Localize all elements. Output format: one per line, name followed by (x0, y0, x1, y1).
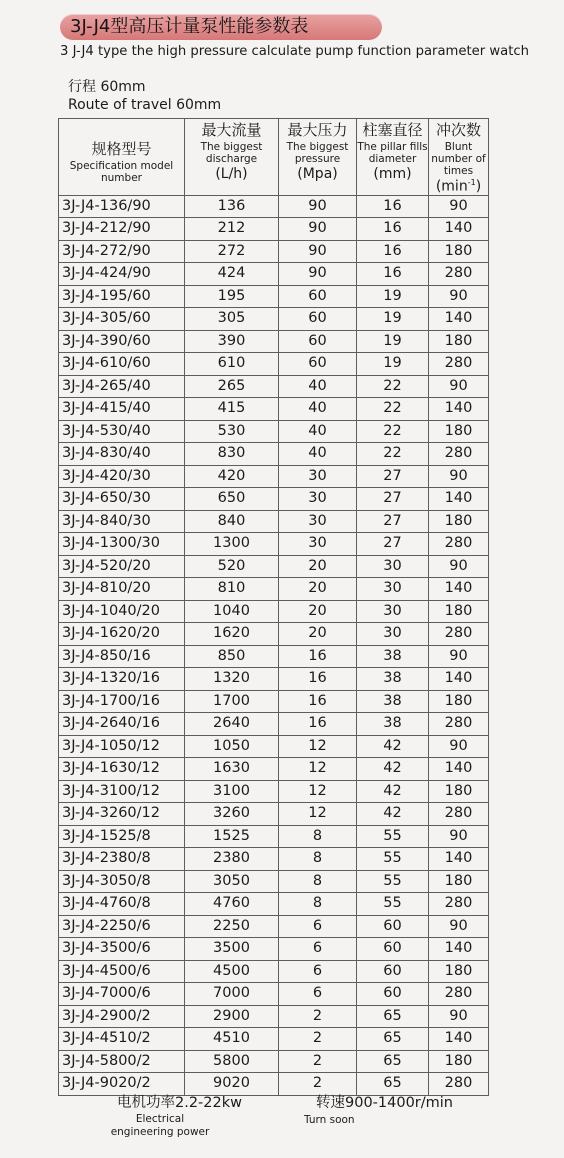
diameter-cell: 42 (357, 803, 429, 826)
model-cell: 3J-J4-2380/8 (59, 848, 185, 871)
table-row (59, 398, 489, 421)
model-cell: 3J-J4-610/60 (59, 353, 185, 376)
motor-power-label-en: Electrical engineering power (110, 1113, 210, 1138)
model-cell: 3J-J4-265/40 (59, 375, 185, 398)
pressure-cell: 16 (279, 668, 357, 691)
pressure-cell: 2 (279, 1005, 357, 1028)
header-model-cn: 规格型号 (91, 140, 152, 158)
pressure-cell: 30 (279, 488, 357, 511)
diameter-cell: 16 (357, 263, 429, 286)
discharge-cell: 2380 (185, 848, 279, 871)
discharge-cell: 1040 (185, 600, 279, 623)
model-cell: 3J-J4-390/60 (59, 330, 185, 353)
model-cell: 3J-J4-305/60 (59, 308, 185, 331)
table-row (59, 893, 489, 916)
strokes-cell: 180 (429, 960, 489, 983)
pressure-cell: 90 (279, 240, 357, 263)
table-row (59, 825, 489, 848)
diameter-cell: 19 (357, 285, 429, 308)
table-row (59, 420, 489, 443)
pressure-cell: 30 (279, 510, 357, 533)
discharge-cell: 9020 (185, 1073, 279, 1096)
strokes-cell: 90 (429, 285, 489, 308)
table-row (59, 960, 489, 983)
diameter-cell: 30 (357, 600, 429, 623)
pressure-cell: 8 (279, 825, 357, 848)
motor-power-label: 电机功率2.2-22kw (117, 1095, 242, 1111)
strokes-cell: 280 (429, 533, 489, 556)
discharge-cell: 1525 (185, 825, 279, 848)
strokes-cell: 140 (429, 1028, 489, 1051)
strokes-cell: 280 (429, 893, 489, 916)
model-cell: 3J-J4-4510/2 (59, 1028, 185, 1051)
diameter-cell: 60 (357, 915, 429, 938)
pressure-cell: 20 (279, 578, 357, 601)
table-row (59, 915, 489, 938)
discharge-cell: 272 (185, 240, 279, 263)
pressure-cell: 20 (279, 555, 357, 578)
model-cell: 3J-J4-415/40 (59, 398, 185, 421)
strokes-cell: 90 (429, 825, 489, 848)
model-cell: 3J-J4-840/30 (59, 510, 185, 533)
strokes-cell: 280 (429, 263, 489, 286)
diameter-cell: 22 (357, 375, 429, 398)
diameter-cell: 42 (357, 735, 429, 758)
header-strokes (429, 119, 489, 196)
diameter-cell: 42 (357, 780, 429, 803)
header-pressure (279, 119, 357, 196)
table-row (59, 623, 489, 646)
pressure-cell: 30 (279, 533, 357, 556)
table-row (59, 465, 489, 488)
table-row (59, 600, 489, 623)
strokes-cell: 280 (429, 803, 489, 826)
strokes-cell: 140 (429, 398, 489, 421)
strokes-cell: 280 (429, 1073, 489, 1096)
travel-label-en: Route of travel 60mm (68, 97, 222, 113)
page-subtitle: 3 J-J4 type the high pressure calculate pump function parameter watch (60, 44, 530, 59)
header-pressure-unit: (Mpa) (297, 165, 338, 182)
diameter-cell: 22 (357, 420, 429, 443)
model-cell: 3J-J4-4500/6 (59, 960, 185, 983)
strokes-cell: 90 (429, 645, 489, 668)
table-row (59, 780, 489, 803)
table-row (59, 713, 489, 736)
diameter-cell: 19 (357, 353, 429, 376)
header-strokes-unit-base: (min (435, 178, 468, 195)
discharge-cell: 136 (185, 195, 279, 218)
model-cell: 3J-J4-272/90 (59, 240, 185, 263)
discharge-cell: 7000 (185, 983, 279, 1006)
strokes-cell: 140 (429, 758, 489, 781)
diameter-cell: 30 (357, 555, 429, 578)
model-cell: 3J-J4-5800/2 (59, 1050, 185, 1073)
strokes-cell: 90 (429, 555, 489, 578)
strokes-cell: 180 (429, 420, 489, 443)
table-row (59, 938, 489, 961)
table-row (59, 330, 489, 353)
diameter-cell: 38 (357, 690, 429, 713)
discharge-cell: 3050 (185, 870, 279, 893)
header-diameter-cn: 柱塞直径 (362, 121, 423, 139)
strokes-cell: 180 (429, 600, 489, 623)
diameter-cell: 55 (357, 870, 429, 893)
table-row (59, 578, 489, 601)
strokes-cell: 90 (429, 735, 489, 758)
diameter-cell: 65 (357, 1073, 429, 1096)
pressure-cell: 6 (279, 983, 357, 1006)
header-diameter (357, 119, 429, 196)
discharge-cell: 390 (185, 330, 279, 353)
model-cell: 3J-J4-850/16 (59, 645, 185, 668)
discharge-cell: 195 (185, 285, 279, 308)
header-strokes-unit (429, 179, 488, 195)
diameter-cell: 55 (357, 825, 429, 848)
strokes-cell: 140 (429, 488, 489, 511)
pressure-cell: 60 (279, 308, 357, 331)
diameter-cell: 55 (357, 893, 429, 916)
table-row (59, 375, 489, 398)
pressure-cell: 12 (279, 735, 357, 758)
table-row (59, 645, 489, 668)
model-cell: 3J-J4-3100/12 (59, 780, 185, 803)
model-cell: 3J-J4-136/90 (59, 195, 185, 218)
pressure-cell: 90 (279, 195, 357, 218)
strokes-cell: 140 (429, 938, 489, 961)
pressure-cell: 30 (279, 465, 357, 488)
strokes-cell: 280 (429, 983, 489, 1006)
discharge-cell: 415 (185, 398, 279, 421)
table-row (59, 1028, 489, 1051)
table-row (59, 263, 489, 286)
pressure-cell: 90 (279, 263, 357, 286)
strokes-cell: 90 (429, 375, 489, 398)
strokes-cell: 140 (429, 668, 489, 691)
diameter-cell: 30 (357, 623, 429, 646)
discharge-cell: 840 (185, 510, 279, 533)
model-cell: 3J-J4-810/20 (59, 578, 185, 601)
discharge-cell: 830 (185, 443, 279, 466)
model-cell: 3J-J4-520/20 (59, 555, 185, 578)
strokes-cell: 180 (429, 870, 489, 893)
discharge-cell: 424 (185, 263, 279, 286)
discharge-cell: 3500 (185, 938, 279, 961)
diameter-cell: 16 (357, 240, 429, 263)
table-row (59, 803, 489, 826)
model-cell: 3J-J4-830/40 (59, 443, 185, 466)
header-discharge (185, 119, 279, 196)
strokes-cell: 180 (429, 330, 489, 353)
pressure-cell: 40 (279, 398, 357, 421)
table-header-row (59, 119, 489, 196)
diameter-cell: 55 (357, 848, 429, 871)
diameter-cell: 65 (357, 1050, 429, 1073)
header-model-en: Specification model number (69, 159, 174, 184)
discharge-cell: 4500 (185, 960, 279, 983)
diameter-cell: 16 (357, 218, 429, 241)
strokes-cell: 90 (429, 915, 489, 938)
diameter-cell: 19 (357, 308, 429, 331)
discharge-cell: 4760 (185, 893, 279, 916)
strokes-cell: 140 (429, 308, 489, 331)
table-row (59, 195, 489, 218)
header-discharge-en: The biggest discharge (200, 140, 263, 165)
table-row (59, 555, 489, 578)
discharge-cell: 1630 (185, 758, 279, 781)
table-row (59, 983, 489, 1006)
table-row (59, 668, 489, 691)
discharge-cell: 265 (185, 375, 279, 398)
table-row (59, 240, 489, 263)
model-cell: 3J-J4-2640/16 (59, 713, 185, 736)
table-row (59, 443, 489, 466)
table-row (59, 1005, 489, 1028)
diameter-cell: 65 (357, 1005, 429, 1028)
strokes-cell: 140 (429, 578, 489, 601)
model-cell: 3J-J4-195/60 (59, 285, 185, 308)
model-cell: 3J-J4-2900/2 (59, 1005, 185, 1028)
table-row (59, 218, 489, 241)
discharge-cell: 3100 (185, 780, 279, 803)
travel-label-cn: 行程 60mm (68, 79, 146, 95)
header-pressure-cn: 最大压力 (287, 121, 348, 139)
table-row (59, 285, 489, 308)
header-strokes-unit-end: ) (475, 178, 482, 195)
discharge-cell: 850 (185, 645, 279, 668)
discharge-cell: 4510 (185, 1028, 279, 1051)
diameter-cell: 60 (357, 938, 429, 961)
model-cell: 3J-J4-9020/2 (59, 1073, 185, 1096)
strokes-cell: 180 (429, 240, 489, 263)
pressure-cell: 20 (279, 623, 357, 646)
strokes-cell: 280 (429, 353, 489, 376)
strokes-cell: 180 (429, 690, 489, 713)
model-cell: 3J-J4-530/40 (59, 420, 185, 443)
model-cell: 3J-J4-1320/16 (59, 668, 185, 691)
pressure-cell: 12 (279, 758, 357, 781)
model-cell: 3J-J4-1620/20 (59, 623, 185, 646)
pressure-cell: 6 (279, 938, 357, 961)
pressure-cell: 12 (279, 780, 357, 803)
discharge-cell: 212 (185, 218, 279, 241)
table-row (59, 510, 489, 533)
diameter-cell: 22 (357, 443, 429, 466)
model-cell: 3J-J4-1050/12 (59, 735, 185, 758)
discharge-cell: 1320 (185, 668, 279, 691)
model-cell: 3J-J4-212/90 (59, 218, 185, 241)
diameter-cell: 27 (357, 465, 429, 488)
table-row (59, 1050, 489, 1073)
strokes-cell: 180 (429, 510, 489, 533)
model-cell: 3J-J4-424/90 (59, 263, 185, 286)
strokes-cell: 180 (429, 780, 489, 803)
model-cell: 3J-J4-1040/20 (59, 600, 185, 623)
strokes-cell: 180 (429, 1050, 489, 1073)
model-cell: 3J-J4-3500/6 (59, 938, 185, 961)
header-discharge-cn: 最大流量 (201, 121, 262, 139)
discharge-cell: 1620 (185, 623, 279, 646)
diameter-cell: 27 (357, 510, 429, 533)
diameter-cell: 60 (357, 960, 429, 983)
diameter-cell: 38 (357, 713, 429, 736)
diameter-cell: 27 (357, 533, 429, 556)
diameter-cell: 38 (357, 645, 429, 668)
speed-label: 转速900-1400r/min (316, 1095, 453, 1111)
strokes-cell: 280 (429, 713, 489, 736)
diameter-cell: 22 (357, 398, 429, 421)
pressure-cell: 20 (279, 600, 357, 623)
page-title: 3J-J4型高压计量泵性能参数表 (70, 16, 309, 37)
model-cell: 3J-J4-1300/30 (59, 533, 185, 556)
pressure-cell: 90 (279, 218, 357, 241)
diameter-cell: 65 (357, 1028, 429, 1051)
strokes-cell: 90 (429, 465, 489, 488)
header-diameter-unit: (mm) (373, 165, 412, 182)
pressure-cell: 40 (279, 375, 357, 398)
table-row (59, 870, 489, 893)
discharge-cell: 305 (185, 308, 279, 331)
pressure-cell: 60 (279, 330, 357, 353)
table-row (59, 735, 489, 758)
diameter-cell: 60 (357, 983, 429, 1006)
table-row (59, 848, 489, 871)
table-row (59, 488, 489, 511)
parameter-table (58, 118, 489, 1096)
pressure-cell: 12 (279, 803, 357, 826)
discharge-cell: 2250 (185, 915, 279, 938)
discharge-cell: 1050 (185, 735, 279, 758)
model-cell: 3J-J4-2250/6 (59, 915, 185, 938)
pressure-cell: 6 (279, 960, 357, 983)
table-row (59, 1073, 489, 1096)
pressure-cell: 16 (279, 713, 357, 736)
header-strokes-unit-sup: -1 (467, 177, 476, 187)
discharge-cell: 5800 (185, 1050, 279, 1073)
model-cell: 3J-J4-420/30 (59, 465, 185, 488)
pressure-cell: 2 (279, 1028, 357, 1051)
strokes-cell: 90 (429, 195, 489, 218)
discharge-cell: 650 (185, 488, 279, 511)
model-cell: 3J-J4-3260/12 (59, 803, 185, 826)
discharge-cell: 2640 (185, 713, 279, 736)
pressure-cell: 60 (279, 353, 357, 376)
model-cell: 3J-J4-3050/8 (59, 870, 185, 893)
discharge-cell: 520 (185, 555, 279, 578)
table-row (59, 308, 489, 331)
model-cell: 3J-J4-1630/12 (59, 758, 185, 781)
model-cell: 3J-J4-1525/8 (59, 825, 185, 848)
discharge-cell: 1300 (185, 533, 279, 556)
pressure-cell: 8 (279, 870, 357, 893)
table-row (59, 533, 489, 556)
diameter-cell: 19 (357, 330, 429, 353)
strokes-cell: 280 (429, 443, 489, 466)
table-row (59, 758, 489, 781)
model-cell: 3J-J4-7000/6 (59, 983, 185, 1006)
header-diameter-en: The pillar fills diameter (357, 140, 428, 165)
strokes-cell: 140 (429, 218, 489, 241)
pressure-cell: 8 (279, 848, 357, 871)
model-cell: 3J-J4-4760/8 (59, 893, 185, 916)
diameter-cell: 27 (357, 488, 429, 511)
pressure-cell: 40 (279, 420, 357, 443)
discharge-cell: 610 (185, 353, 279, 376)
diameter-cell: 30 (357, 578, 429, 601)
discharge-cell: 530 (185, 420, 279, 443)
diameter-cell: 38 (357, 668, 429, 691)
strokes-cell: 140 (429, 848, 489, 871)
header-discharge-unit: (L/h) (215, 165, 248, 182)
table-row (59, 690, 489, 713)
pressure-cell: 2 (279, 1073, 357, 1096)
pressure-cell: 60 (279, 285, 357, 308)
discharge-cell: 1700 (185, 690, 279, 713)
discharge-cell: 420 (185, 465, 279, 488)
pressure-cell: 6 (279, 915, 357, 938)
diameter-cell: 42 (357, 758, 429, 781)
pressure-cell: 40 (279, 443, 357, 466)
discharge-cell: 3260 (185, 803, 279, 826)
header-model (59, 119, 185, 196)
diameter-cell: 16 (357, 195, 429, 218)
pressure-cell: 16 (279, 645, 357, 668)
speed-label-en: Turn soon (304, 1114, 355, 1126)
discharge-cell: 2900 (185, 1005, 279, 1028)
pressure-cell: 2 (279, 1050, 357, 1073)
strokes-cell: 90 (429, 1005, 489, 1028)
strokes-cell: 280 (429, 623, 489, 646)
header-strokes-cn: 冲次数 (435, 121, 481, 139)
pressure-cell: 16 (279, 690, 357, 713)
parameter-table-body (59, 119, 489, 1096)
model-cell: 3J-J4-650/30 (59, 488, 185, 511)
header-pressure-en: The biggest pressure (286, 140, 349, 165)
discharge-cell: 810 (185, 578, 279, 601)
header-strokes-en: Blunt number of times (431, 140, 486, 177)
model-cell: 3J-J4-1700/16 (59, 690, 185, 713)
pressure-cell: 8 (279, 893, 357, 916)
table-row (59, 353, 489, 376)
